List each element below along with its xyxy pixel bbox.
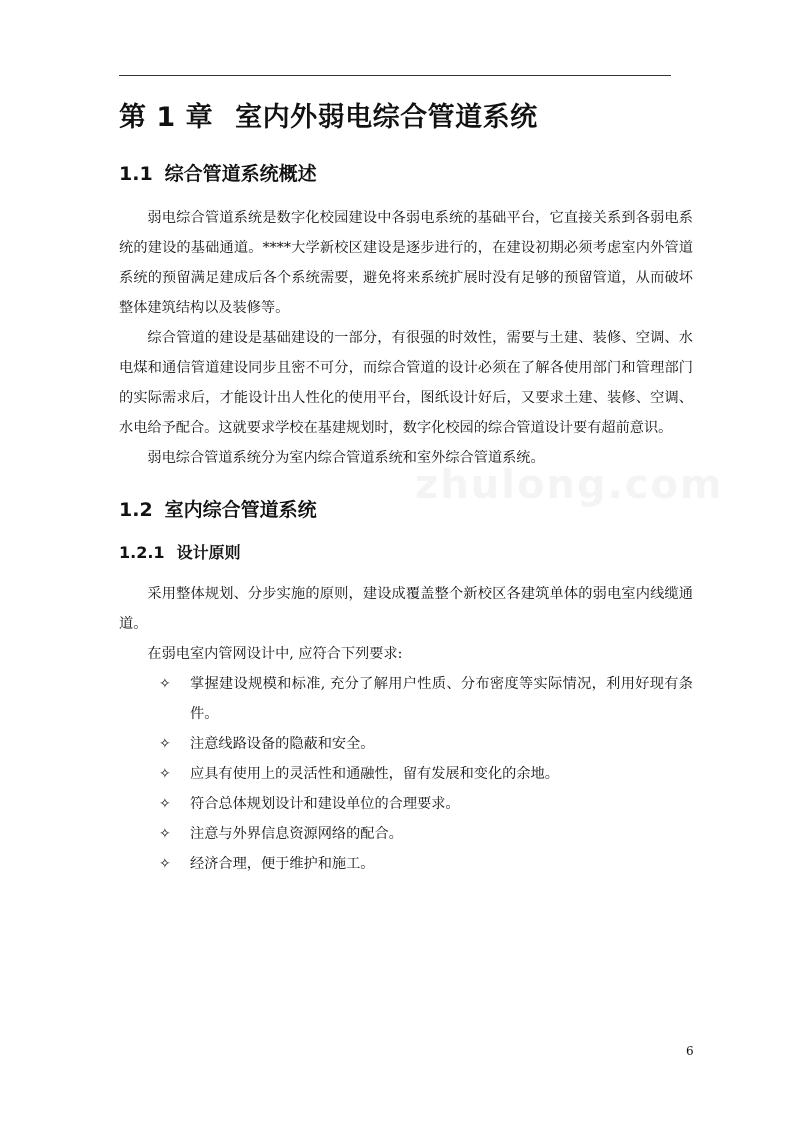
list-item (119, 849, 693, 879)
page-number: 6 (686, 1044, 694, 1058)
diamond-bullet-icon: ✧ (159, 796, 171, 812)
overview-paragraph-2: 综合管道的建设是基础建设的一部分，有很强的时效性，需要与土建、装修、空调、水电煤和通信管道建设同步且密不可分，而综合管道的设计必须在了解各使用部门和管理部门的实际需求后，才能设计出人性化的使用平台，图纸设计好后，又要求土建、装修、空调、水电给予配合。这就要求学校在基建规划时，数字化校园的综合管道设计要有超前意识。 (119, 330, 693, 436)
watermark: zhulong.com (415, 462, 724, 508)
requirements-list (119, 669, 693, 879)
section-1-1-title (119, 159, 693, 189)
overview-paragraph-3: 弱电综合管道系统分为室内综合管道系统和室外综合管道系统。 (147, 450, 545, 466)
list-item-text: 掌握建设规模和标准, 充分了解用户性质、分布密度等实际情况，利用好现有条件。 (190, 676, 693, 722)
list-item-text: 应具有使用上的灵活性和通融性，留有发展和变化的余地。 (190, 766, 559, 782)
section-1-2-number: 1.2 (119, 499, 153, 521)
list-item-text: 符合总体规划设计和建设单位的合理要求。 (190, 796, 460, 812)
subsection-1-2-1-title (119, 539, 693, 567)
list-item (119, 789, 693, 819)
overview-paragraph-1: 弱电综合管道系统是数字化校园建设中各弱电系统的基础平台，它直接关系到各弱电系统的建设的基础通道。****大学新校区建设是逐步进行的，在建设初期必须考虑室内外管道系统的预留满足建成后各个系统需要，避免将来系统扩展时没有足够的预留管道，从而破坏整体建筑结构以及装修等。 (119, 210, 693, 316)
list-item (119, 729, 693, 759)
chapter-title-text: 室内外弱电综合管道系统 (235, 102, 538, 133)
principle-paragraph-2: 在弱电室内管网设计中, 应符合下列要求: (147, 646, 403, 662)
page-content (119, 92, 693, 879)
header-rule (119, 75, 671, 76)
section-1-1-title-text: 综合管道系统概述 (164, 163, 317, 185)
principle-paragraph-1: 采用整体规划、分步实施的原则，建设成覆盖整个新校区各建筑单体的弱电室内线缆通道。 (119, 586, 693, 632)
subsection-1-2-1-number: 1.2.1 (119, 543, 165, 562)
list-item-text: 经济合理，便于维护和施工。 (190, 856, 375, 872)
chapter-number: 第 1 章 (119, 102, 214, 133)
diamond-bullet-icon: ✧ (159, 676, 171, 692)
section-1-2-title-text: 室内综合管道系统 (164, 499, 317, 521)
section-1-1-number: 1.1 (119, 163, 153, 185)
list-item-text: 注意与外界信息资源网络的配合。 (190, 826, 403, 842)
diamond-bullet-icon: ✧ (159, 736, 171, 752)
list-item (119, 669, 693, 729)
section-1-2-title (119, 495, 693, 525)
list-item (119, 759, 693, 789)
diamond-bullet-icon: ✧ (159, 766, 171, 782)
diamond-bullet-icon: ✧ (159, 856, 171, 872)
subsection-1-2-1-title-text: 设计原则 (176, 543, 241, 562)
list-item (119, 819, 693, 849)
diamond-bullet-icon: ✧ (159, 826, 171, 842)
list-item-text: 注意线路设备的隐蔽和安全。 (190, 736, 375, 752)
chapter-title (119, 92, 693, 144)
